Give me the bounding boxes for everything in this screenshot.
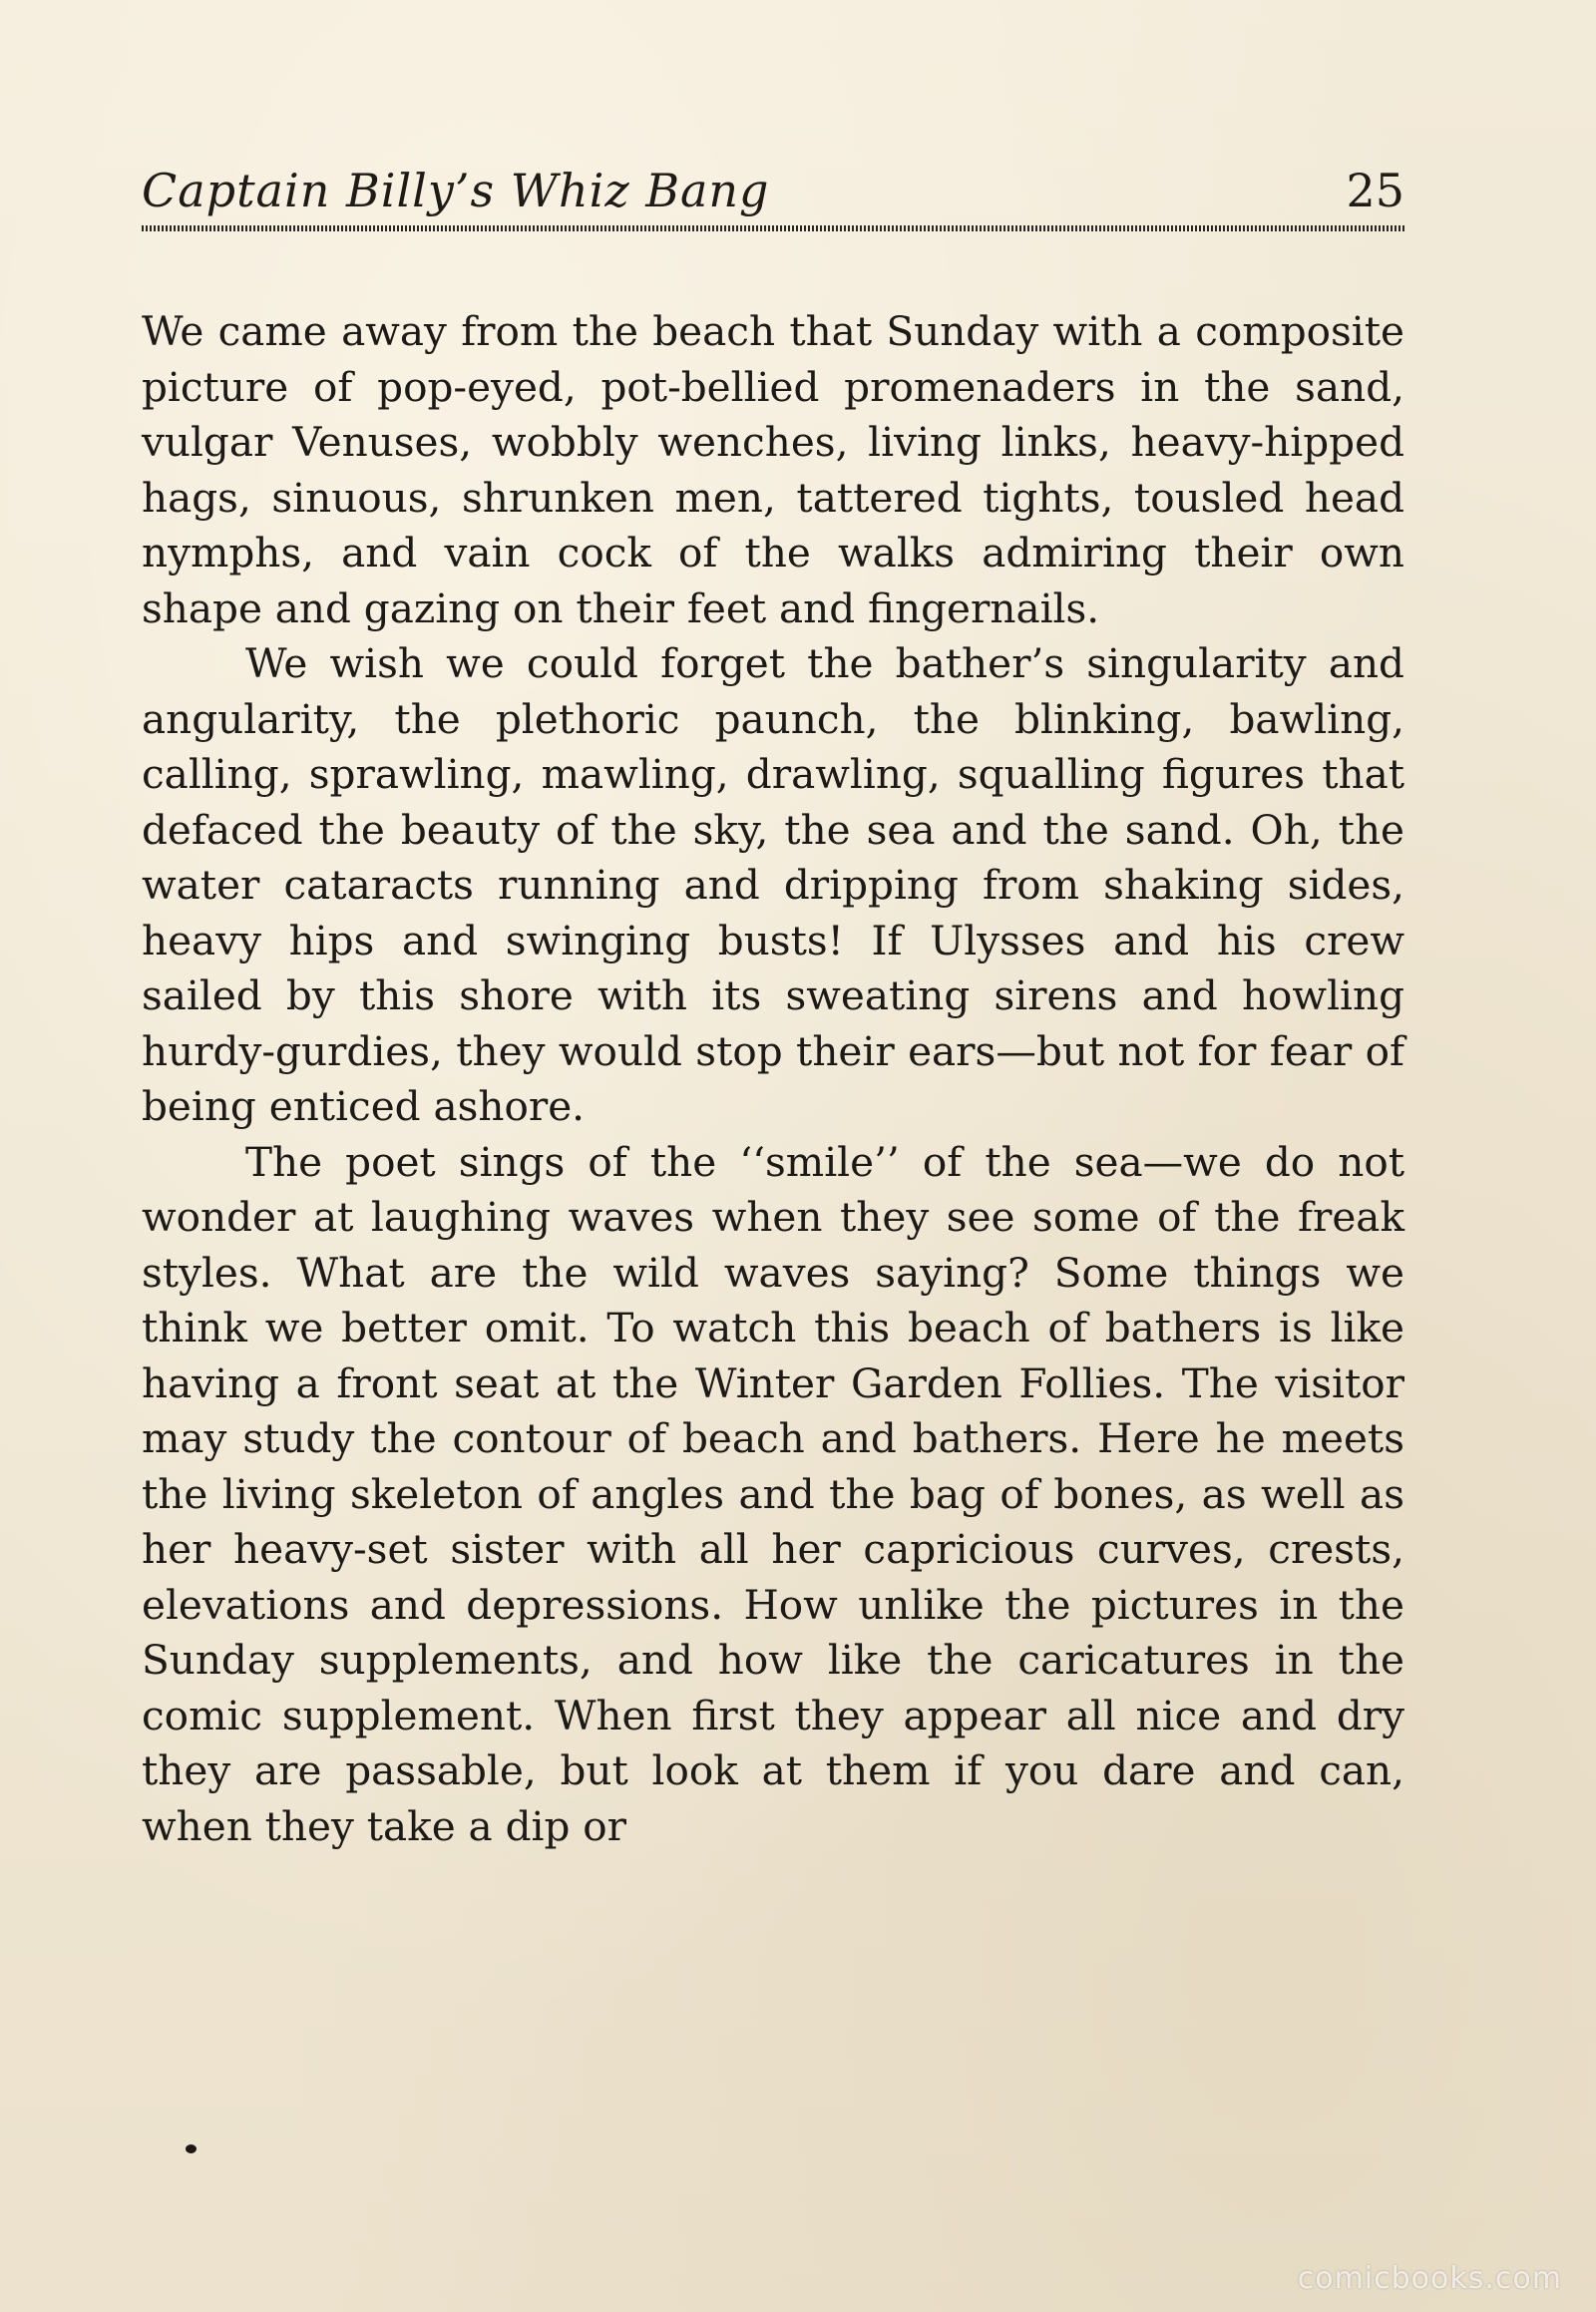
- running-head: Captain Billy’s Whiz Bang: [142, 164, 770, 217]
- watermark: comicbooks.com: [1297, 2261, 1562, 2296]
- page-number: 25: [1346, 164, 1404, 217]
- body-text: [142, 304, 1404, 1854]
- page-header: [142, 160, 1404, 221]
- paragraph-3: The poet sings of the ‘‘smile’’ of the sea—we do not wonder at laughing waves when they see some of the freak styles. What are the wild waves saying? Some things we think we better omit. To watch this beach of bathers is like having a front seat at the Winter Garden Follies. The visitor may study the contour of beach and bathers. Here he meets the living skeleton of angles and the bag of bones, as well as her heavy-set sister with all her capricious curves, crests, elevations and depressions. How unlike the pictures in the Sunday supplements, and how like the caricatures in the comic supplement. When first they appear all nice and dry they are passable, but look at them if you dare and can, when they take a dip or: [142, 1137, 1404, 1850]
- paragraph-2: We wish we could forget the bather’s singularity and angularity, the plethoric paunch, the blinking, bawling, calling, sprawling, mawling, drawling, squalling figures that defaced the beauty of the sky, the sea and the sand. Oh, the water cataracts running and dripping from shaking sides, heavy hips and swinging busts! If Ulysses and his crew sailed by this shore with its sweating sirens and howling hurdy-gurdies, they would stop their ears—but not for fear of being enticed ashore.: [142, 639, 1404, 1130]
- paragraph-1: We came away from the beach that Sunday with a composite picture of pop-eyed, pot-bellied promenaders in the sand, vulgar Venuses, wobbly wenches, living links, heavy-hipped hags, sinuous, shrunken men, tattered tights, tousled head nymphs, and vain cock of the walks admiring their own shape and gazing on their feet and fingernails.: [142, 307, 1404, 632]
- header-rule: [142, 225, 1404, 231]
- ink-speck: [186, 2144, 197, 2153]
